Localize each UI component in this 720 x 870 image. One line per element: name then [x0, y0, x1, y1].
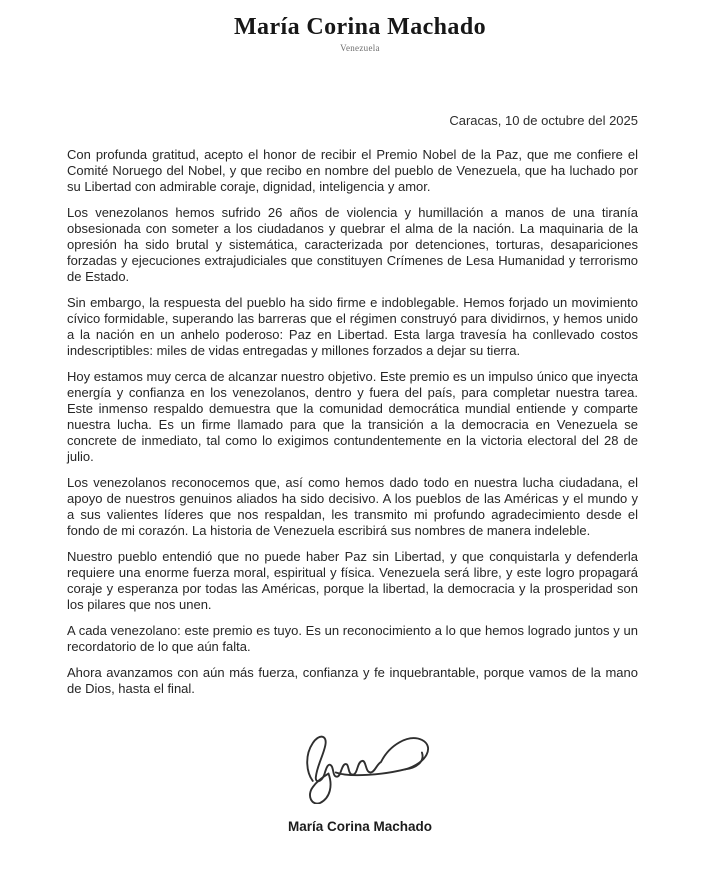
letter-body — [67, 147, 638, 707]
signer-name: María Corina Machado — [287, 819, 433, 834]
paragraph-8: Ahora avanzamos con aún más fuerza, confianza y fe inquebrantable, porque vamos de la mano de Dios, hasta el final. — [67, 665, 638, 696]
letterhead — [0, 14, 720, 53]
signature-block — [0, 720, 720, 834]
letterhead-name: María Corina Machado — [234, 14, 486, 40]
paragraph-7: A cada venezolano: este premio es tuyo. Es un reconocimiento a lo que hemos logrado juntos y un recordatorio de lo que aún falta. — [67, 623, 638, 654]
paragraph-2: Los venezolanos hemos sufrido 26 años de violencia y humillación a manos de una tiranía obsesionada con someter a los ciudadanos y quebrar el alma de la nación. La maquinaria de la opresión ha sido brutal y sistemática, caracterizada por detenciones, torturas, desapariciones forzadas y ejecuciones extrajudiciales que constituyen Crímenes de Lesa Humanidad y terrorismo de Estado. — [67, 205, 638, 284]
paragraph-4: Hoy estamos muy cerca de alcanzar nuestro objetivo. Este premio es un impulso único que inyecta energía y confianza en los venezolanos, dentro y fuera del país, para completar nuestra tarea. Este inmenso respaldo demuestra que la comunidad democrática mundial entiende y comparte nuestra lucha. Es un firme llamado para que la transición a la democracia en Venezuela se concrete de inmediato, tal como lo exigimos contundentemente en la victoria electoral del 28 de julio. — [67, 369, 638, 464]
dateline: Caracas, 10 de octubre del 2025 — [449, 113, 638, 128]
signature-scrawl-icon — [280, 720, 440, 804]
paragraph-5: Los venezolanos reconocemos que, así como hemos dado todo en nuestra lucha ciudadana, el apoyo de nuestros genuinos aliados ha sido decisivo. A los pueblos de las Américas y el mundo y a sus valientes líderes que nos respaldan, les transmito mi profundo agradecimiento desde el fondo de mi corazón. La historia de Venezuela escribirá sus nombres de manera indeleble. — [67, 475, 638, 538]
letterhead-country: Venezuela — [340, 43, 380, 53]
paragraph-6: Nuestro pueblo entendió que no puede haber Paz sin Libertad, y que conquistarla y defenderla requiere una enorme fuerza moral, espiritual y física. Venezuela será libre, y este logro propagará coraje y esperanza por todas las Américas, porque la libertad, la democracia y la prosperidad son los pilares que nos unen. — [67, 549, 638, 612]
paragraph-1: Con profunda gratitud, acepto el honor de recibir el Premio Nobel de la Paz, que me confiere el Comité Noruego del Nobel, y que recibo en nombre del pueblo de Venezuela, que ha luchado por su Libertad con admirable coraje, dignidad, inteligencia y amor. — [67, 147, 638, 194]
paragraph-3: Sin embargo, la respuesta del pueblo ha sido firme e indoblegable. Hemos forjado un movimiento cívico formidable, superando las barreras que el régimen construyó para dividirnos, y hemos unido a la nación en un anhelo poderoso: Paz en Libertad. Esta larga travesía ha conllevado costos indescriptibles: miles de vidas entregadas y millones forzados a dejar su tierra. — [67, 295, 638, 358]
